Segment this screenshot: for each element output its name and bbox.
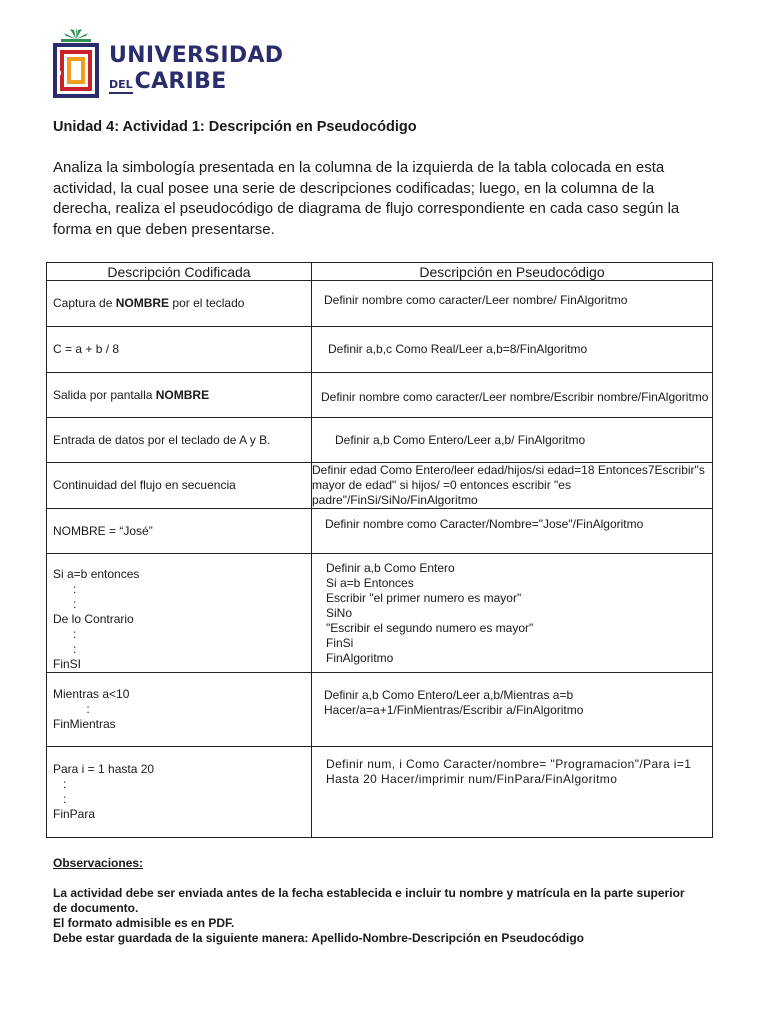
table-row bbox=[47, 418, 713, 463]
row-4-coded bbox=[47, 418, 312, 463]
observation-line-2: El formato admisible es en PDF. bbox=[53, 916, 235, 930]
row-3-pseudocode: Definir nombre como caracter/Leer nombre/Escribir nombre/FinAlgoritmo bbox=[312, 373, 713, 418]
row-4-coded-text: Entrada de datos por el teclado de A y B. bbox=[53, 432, 271, 447]
table-header-row bbox=[47, 263, 713, 281]
table-row bbox=[47, 747, 713, 838]
row-9-coded bbox=[47, 747, 312, 838]
table-row bbox=[47, 281, 713, 327]
table-row bbox=[47, 463, 713, 509]
table-row bbox=[47, 509, 713, 554]
row-1-coded bbox=[47, 281, 312, 327]
logo-text-del: DEL bbox=[109, 79, 133, 94]
row-2-pseudocode: Definir a,b,c Como Real/Leer a,b=8/FinAlgoritmo bbox=[312, 327, 713, 373]
observation-line-1: La actividad debe ser enviada antes de la fecha establecida e incluir tu nombre y matrícula en la parte superior de documento. bbox=[53, 886, 685, 915]
row-6-coded bbox=[47, 509, 312, 554]
pseudocode-table bbox=[46, 262, 713, 838]
logo-emblem-icon bbox=[52, 27, 100, 99]
observations bbox=[53, 856, 693, 946]
header-descripcion-codificada: Descripción Codificada bbox=[47, 263, 312, 281]
row-7-pseudocode: Definir a,b Como Entero Si a=b Entonces Escribir "el primer numero es mayor" SiNo "Escribir el segundo numero es mayor" FinSi FinAlgoritmo bbox=[312, 554, 713, 673]
row-5-coded-text: Continuidad del flujo en secuencia bbox=[53, 478, 236, 492]
row-3-coded-bold: NOMBRE bbox=[155, 387, 210, 402]
header-descripcion-pseudocodigo: Descripción en Pseudocódigo bbox=[312, 263, 713, 281]
page-title: Unidad 4: Actividad 1: Descripción en Pseudocódigo bbox=[53, 119, 417, 135]
table-row bbox=[47, 327, 713, 373]
row-1-coded-text-post: por el teclado bbox=[169, 296, 245, 310]
row-3-coded-text: Salida por pantalla bbox=[53, 387, 156, 402]
logo-text-caribe-line bbox=[109, 70, 227, 94]
row-1-coded-text: Captura de bbox=[53, 296, 116, 310]
row-8-coded bbox=[47, 673, 312, 747]
row-9-pseudocode: Definir num, i Como Caracter/nombre= "Programacion"/Para i=1 Hasta 20 Hacer/imprimir num/FinPara/FinAlgoritmo bbox=[312, 747, 713, 838]
row-3-coded bbox=[47, 373, 312, 418]
logo-text-caribe: CARIBE bbox=[134, 69, 227, 94]
row-8-pseudocode: Definir a,b Como Entero/Leer a,b/Mientras a=b Hacer/a=a+1/FinMientras/Escribir a/FinAlgoritmo bbox=[312, 673, 713, 747]
row-7-coded bbox=[47, 554, 312, 673]
row-1-pseudocode: Definir nombre como caracter/Leer nombre/ FinAlgoritmo bbox=[312, 281, 713, 327]
row-2-coded-text: C = a + b / 8 bbox=[53, 342, 120, 356]
row-6-pseudocode: Definir nombre como Caracter/Nombre="Jose"/FinAlgoritmo bbox=[312, 509, 713, 554]
row-2-coded bbox=[47, 327, 312, 373]
row-4-pseudocode: Definir a,b Como Entero/Leer a,b/ FinAlgoritmo bbox=[312, 418, 713, 463]
row-9-coded-text: Para i = 1 hasta 20 : : FinPara bbox=[53, 762, 155, 821]
row-1-coded-bold: NOMBRE bbox=[115, 296, 170, 310]
row-5-coded bbox=[47, 463, 312, 509]
row-6-coded-text: NOMBRE = “José” bbox=[53, 523, 153, 538]
intro-paragraph: Analiza la simbología presentada en la columna de la izquierda de la tabla colocada en esta actividad, la cual posee una serie de descripciones codificadas; luego, en la columna de la derecha, realiza el pseudocódigo de diagrama de flujo correspondiente en cada caso según la forma en que deben presentarse. bbox=[53, 159, 680, 238]
observations-heading: Observaciones: bbox=[53, 856, 144, 870]
row-7-coded-text: Si a=b entonces : : De lo Contrario : : FinSI bbox=[53, 566, 140, 671]
table-row bbox=[47, 373, 713, 418]
university-logo bbox=[52, 27, 282, 99]
table-row bbox=[47, 673, 713, 747]
logo-text-universidad: UNIVERSIDAD bbox=[109, 43, 284, 68]
table-row bbox=[47, 554, 713, 673]
row-8-coded-text: Mientras a<10 : FinMientras bbox=[53, 687, 130, 731]
observation-line-3: Debe estar guardada de la siguiente manera: Apellido-Nombre-Descripción en Pseudocódigo bbox=[53, 931, 585, 945]
row-5-pseudocode: Definir edad Como Entero/leer edad/hijos/si edad=18 Entonces7Escribir"s mayor de edad" si hijos/ =0 entonces escribir "es padre"/FinSi/SiNo/FinAlgoritmo bbox=[312, 463, 713, 509]
